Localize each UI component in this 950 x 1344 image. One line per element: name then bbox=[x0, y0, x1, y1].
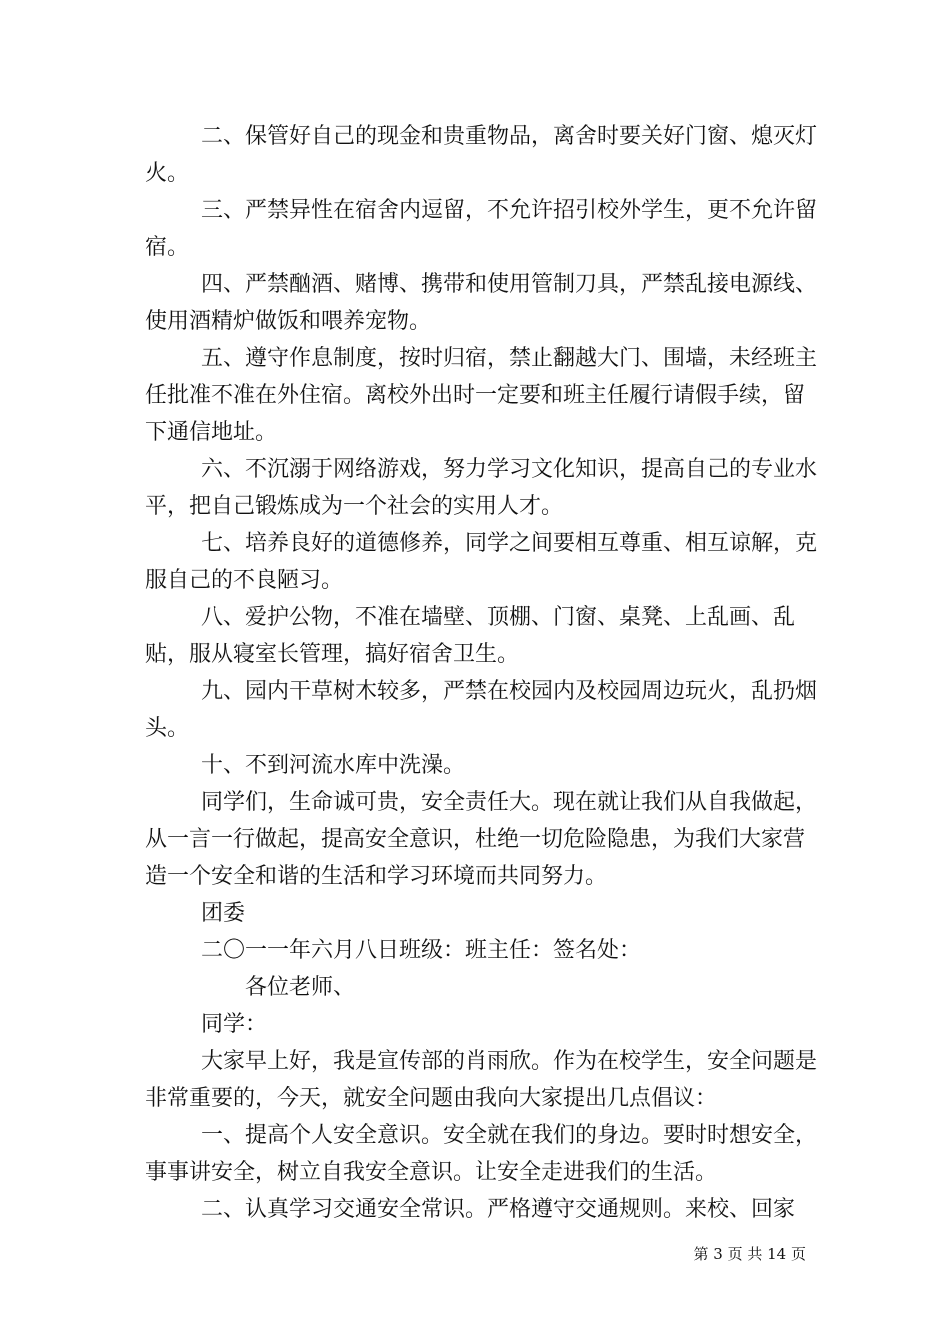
paragraph-rule-2: 二、保管好自己的现金和贵重物品，离舍时要关好门窗、熄灭灯火。 bbox=[145, 124, 818, 186]
paragraph-rule-10: 十、不到河流水库中洗澡。 bbox=[201, 753, 466, 778]
paragraph-rule-4: 四、严禁酗酒、赌博、携带和使用管制刀具，严禁乱接电源线、使用酒精炉做饭和喂养宠物。 bbox=[145, 272, 818, 334]
signature-date-line: 二〇一一年六月八日班级：班主任：签名处： bbox=[201, 938, 642, 963]
page-number: 第 3 页 共 14 页 bbox=[693, 1245, 806, 1263]
paragraph-rule-9: 九、园内干草树木较多，严禁在校园内及校园周边玩火，乱扔烟头。 bbox=[145, 679, 818, 741]
signature-org: 团委 bbox=[201, 901, 246, 926]
speech-salutation: 各位老师、 bbox=[245, 975, 356, 1000]
paragraph-rule-8: 八、爱护公物，不准在墙壁、顶棚、门窗、桌凳、上乱画、乱贴，服从寝室长管理，搞好宿舍卫生。 bbox=[145, 605, 796, 667]
speech-intro: 大家早上好，我是宣传部的肖雨欣。作为在校学生，安全问题是非常重要的，今天，就安全问题由我向大家提出几点倡议： bbox=[145, 1049, 818, 1111]
speech-point-2: 二、认真学习交通安全常识。严格遵守交通规则。来校、回家 bbox=[201, 1197, 796, 1222]
speech-salutation-2: 同学： bbox=[201, 1012, 268, 1037]
paragraph-rule-5: 五、遵守作息制度，按时归宿，禁止翻越大门、围墙，未经班主任批准不准在外住宿。离校外出时一定要和班主任履行请假手续，留下通信地址。 bbox=[145, 346, 818, 445]
paragraph-rule-7: 七、培养良好的道德修养，同学之间要相互尊重、相互谅解，克服自己的不良陋习。 bbox=[145, 531, 818, 593]
paragraph-closing: 同学们，生命诚可贵，安全责任大。现在就让我们从自我做起，从一言一行做起，提高安全意识，杜绝一切危险隐患，为我们大家营造一个安全和谐的生活和学习环境而共同努力。 bbox=[145, 790, 818, 889]
document-body bbox=[145, 118, 825, 1228]
paragraph-rule-3: 三、严禁异性在宿舍内逗留，不允许招引校外学生，更不允许留宿。 bbox=[145, 198, 818, 260]
paragraph-rule-6: 六、不沉溺于网络游戏，努力学习文化知识，提高自己的专业水平，把自己锻炼成为一个社会的实用人才。 bbox=[145, 457, 818, 519]
speech-point-1: 一、提高个人安全意识。安全就在我们的身边。要时时想安全，事事讲安全，树立自我安全意识。让安全走进我们的生活。 bbox=[145, 1123, 818, 1185]
